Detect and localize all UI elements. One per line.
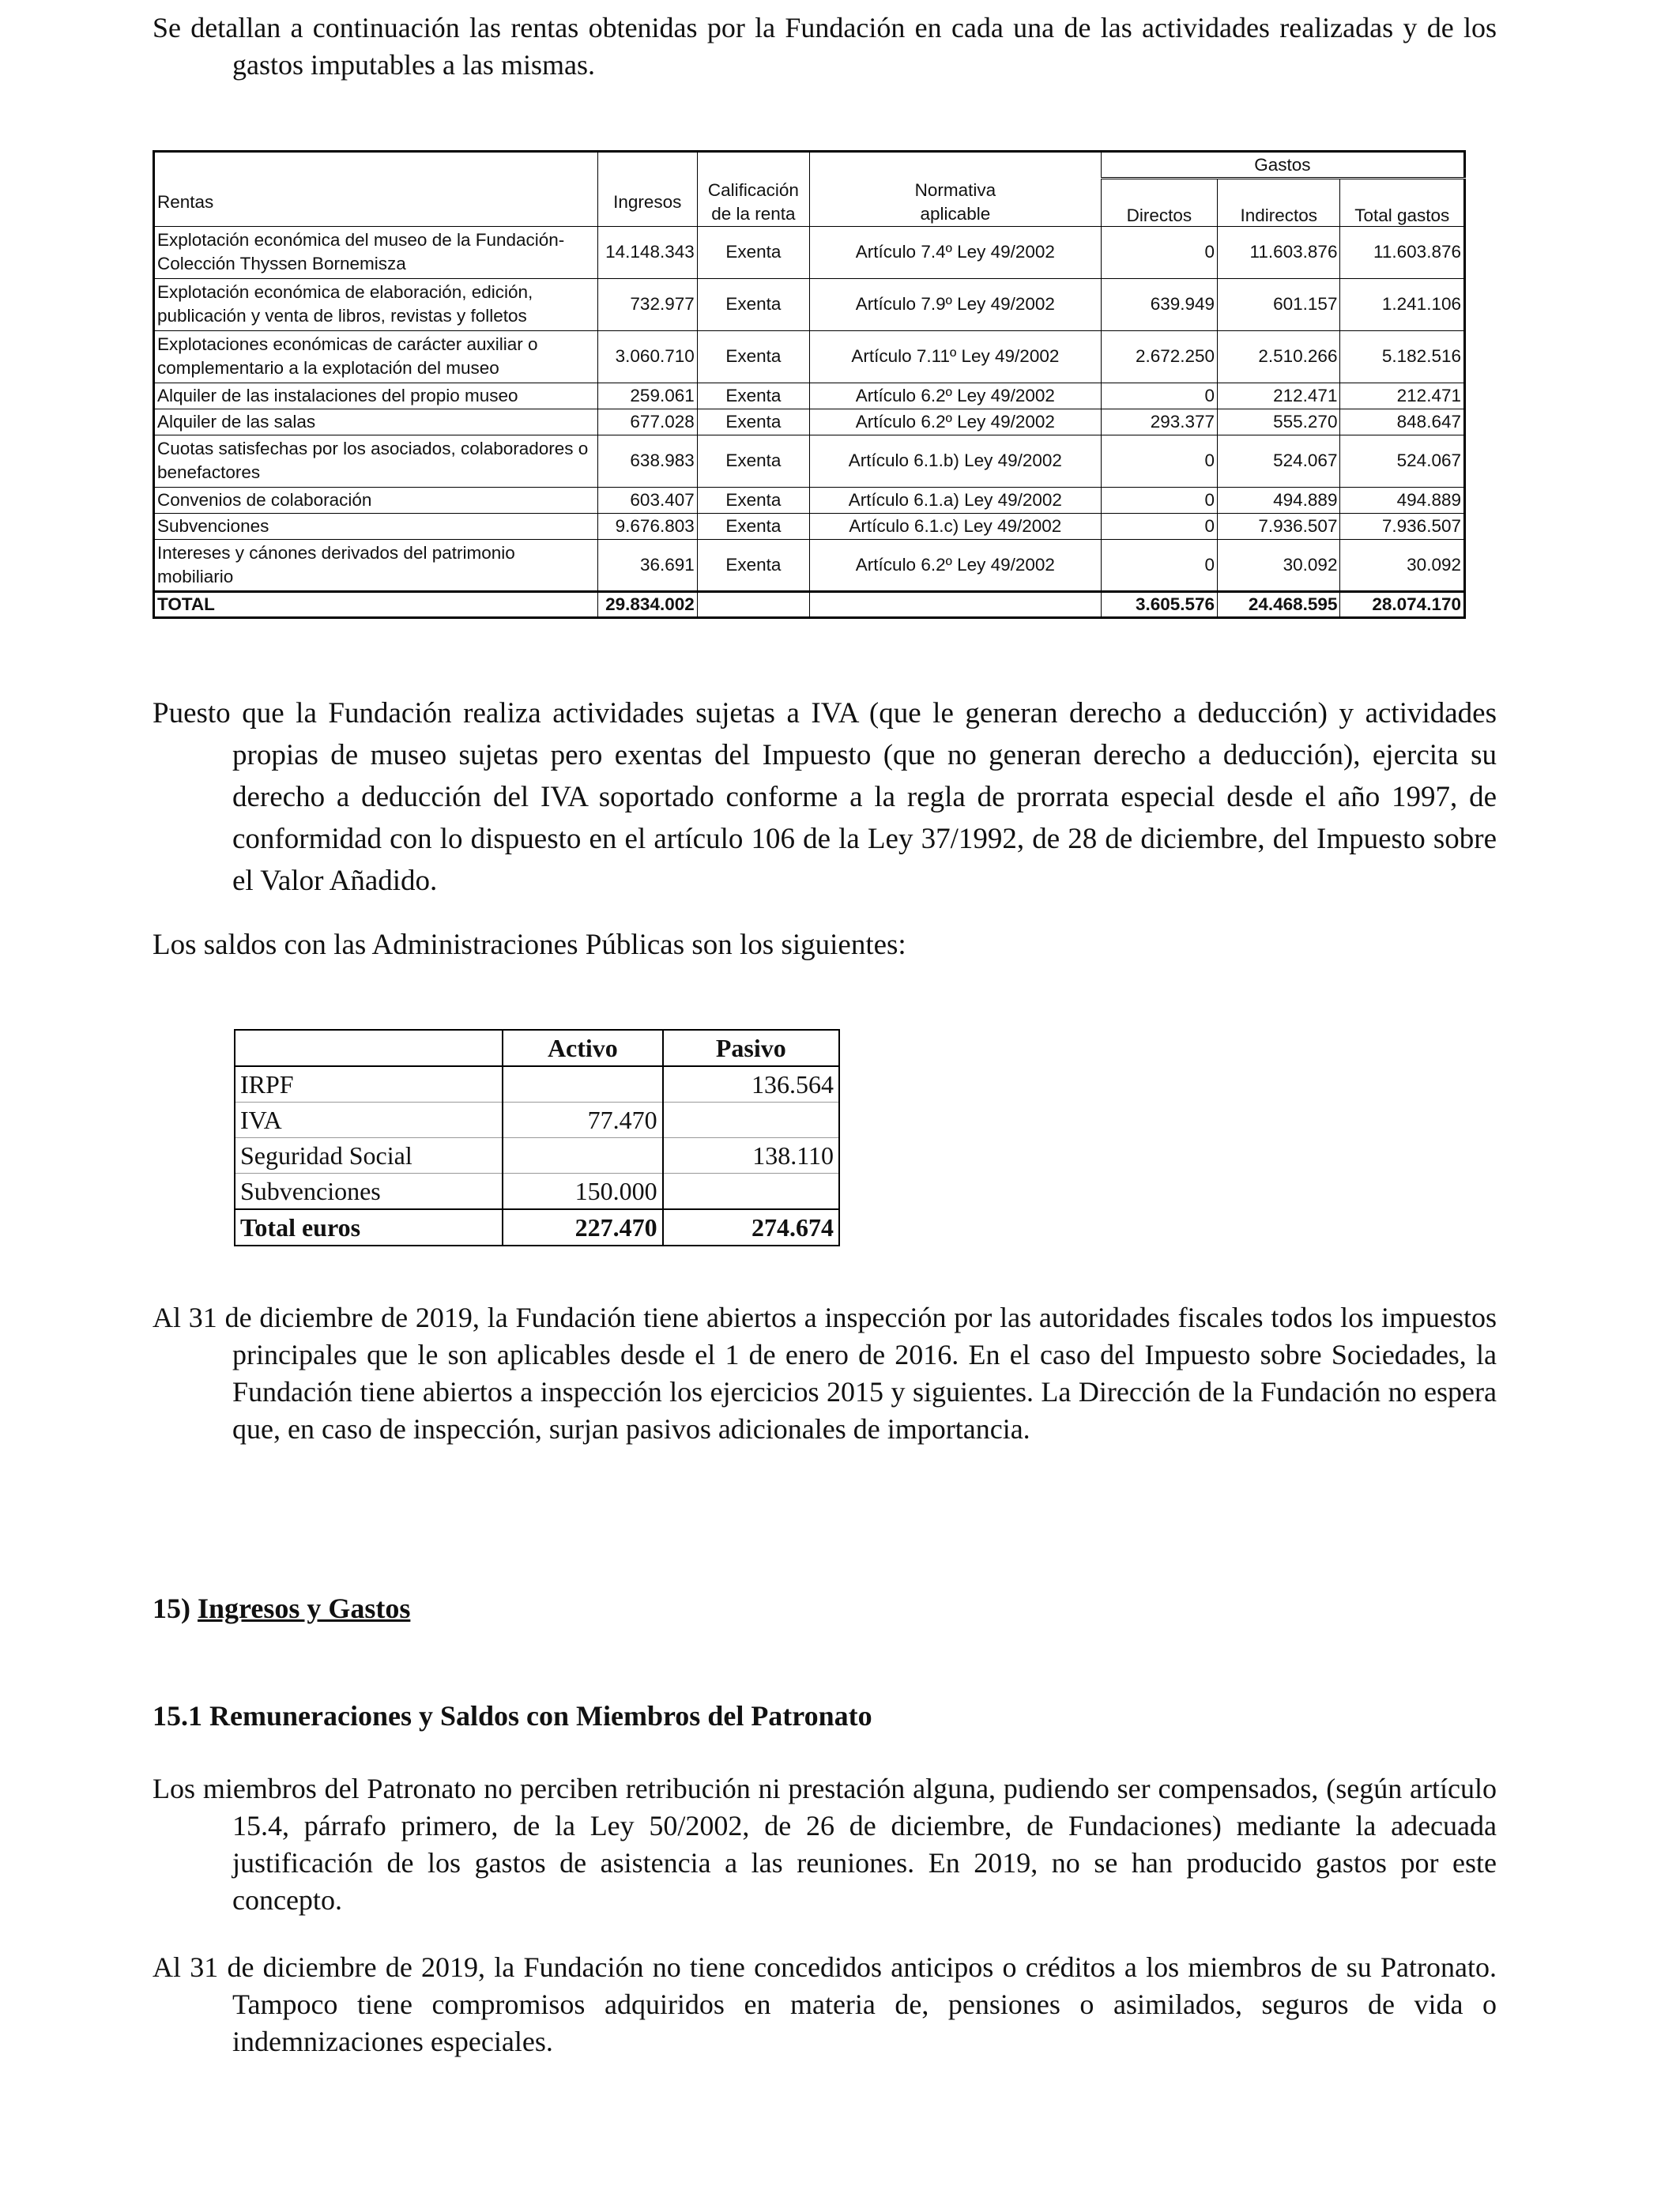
ingresos-cell: 3.060.710 [597,330,697,383]
col-header-total-gastos: Total gastos [1340,179,1465,227]
table-row [235,1174,839,1210]
col-header-normativa: Normativa aplicable [809,179,1101,227]
total-directos: 3.605.576 [1101,591,1217,617]
pasivo-cell: 138.110 [663,1138,839,1174]
total-gastos-cell: 7.936.507 [1340,513,1465,539]
ingresos-cell: 732.977 [597,278,697,330]
ingresos-cell: 36.691 [597,539,697,591]
col-header-rentas: Rentas [154,179,598,227]
renta-cell: Subvenciones [154,513,598,539]
concepto-cell: Seguridad Social [235,1138,503,1174]
concepto-cell: IRPF [235,1066,503,1103]
col-header-ingresos: Ingresos [597,179,697,227]
directos-cell: 0 [1101,513,1217,539]
col-header-calificacion: Calificación de la renta [697,179,809,227]
total-ingresos: 29.834.002 [597,591,697,617]
normativa-cell: Artículo 7.9º Ley 49/2002 [809,278,1101,330]
section-15-heading: 15) Ingresos y Gastos [153,1593,411,1624]
table-row [154,539,1465,591]
directos-cell: 2.672.250 [1101,330,1217,383]
indirectos-cell: 30.092 [1218,539,1340,591]
directos-cell: 0 [1101,226,1217,278]
pasivo-cell [663,1103,839,1138]
calificacion-cell: Exenta [697,383,809,409]
col-header-pasivo: Pasivo [663,1030,839,1066]
table-row [235,1066,839,1103]
directos-cell: 0 [1101,539,1217,591]
table-row [154,513,1465,539]
ingresos-cell: 14.148.343 [597,226,697,278]
calificacion-cell: Exenta [697,409,809,435]
indirectos-cell: 2.510.266 [1218,330,1340,383]
calificacion-cell: Exenta [697,487,809,513]
calificacion-cell: Exenta [697,435,809,487]
inspeccion-paragraph: Al 31 de diciembre de 2019, la Fundación tiene abiertos a inspección por las autoridades fiscales todos los impuestos principales que le son aplicables desde el 1 de enero de 2016. En el caso del Impuesto sobre Sociedades, la Fundación tiene abiertos a inspección los ejercicios 2015 y siguientes. La Dirección de la Fundación no espera que, en caso de inspección, surjan pasivos adicionales de importancia. [153,1302,1497,1445]
normativa-cell: Artículo 7.11º Ley 49/2002 [809,330,1101,383]
indirectos-cell: 601.157 [1218,278,1340,330]
renta-cell: Alquiler de las salas [154,409,598,435]
ingresos-cell: 603.407 [597,487,697,513]
table-row [154,409,1465,435]
calificacion-cell: Exenta [697,278,809,330]
table-row [235,1138,839,1174]
patronato-paragraph-1: Los miembros del Patronato no perciben retribución ni prestación alguna, pudiendo ser compensados, (según artículo 15.4, párrafo primero, de la Ley 50/2002, de 26 de diciembre, de Fundaciones) mediante la adecuada justificación de los gastos de asistencia a las reuniones. En 2019, no se han producido gastos por este concepto. [153,1773,1497,1916]
indirectos-cell: 212.471 [1218,383,1340,409]
concepto-cell: Subvenciones [235,1174,503,1210]
renta-cell: Explotación económica de elaboración, edición, publicación y venta de libros, revistas y folletos [154,278,598,330]
ingresos-cell: 677.028 [597,409,697,435]
ingresos-cell: 259.061 [597,383,697,409]
normativa-cell: Artículo 6.1.c) Ley 49/2002 [809,513,1101,539]
directos-cell: 639.949 [1101,278,1217,330]
table-row [235,1103,839,1138]
directos-cell: 0 [1101,487,1217,513]
col-header-indirectos: Indirectos [1218,179,1340,227]
normativa-cell: Artículo 6.2º Ley 49/2002 [809,539,1101,591]
normativa-cell: Artículo 6.1.b) Ley 49/2002 [809,435,1101,487]
intro-paragraph: Se detallan a continuación las rentas obtenidas por la Fundación en cada una de las actividades realizadas y de los gastos imputables a las mismas. [153,12,1497,81]
total-label: TOTAL [154,591,598,617]
pasivo-cell [663,1174,839,1210]
table-row [154,330,1465,383]
indirectos-cell: 11.603.876 [1218,226,1340,278]
total-indirectos: 24.468.595 [1218,591,1340,617]
saldos-total-pasivo: 274.674 [663,1209,839,1246]
activo-cell: 150.000 [503,1174,662,1210]
table-row [154,435,1465,487]
table-row [154,383,1465,409]
saldos-total-activo: 227.470 [503,1209,662,1246]
directos-cell: 0 [1101,383,1217,409]
total-gastos-cell: 5.182.516 [1340,330,1465,383]
saldos-intro: Los saldos con las Administraciones Públicas son los siguientes: [153,929,906,961]
concepto-cell: IVA [235,1103,503,1138]
total-gastos: 28.074.170 [1340,591,1465,617]
normativa-cell: Artículo 6.2º Ley 49/2002 [809,383,1101,409]
directos-cell: 293.377 [1101,409,1217,435]
renta-cell: Intereses y cánones derivados del patrimonio mobiliario [154,539,598,591]
indirectos-cell: 555.270 [1218,409,1340,435]
indirectos-cell: 494.889 [1218,487,1340,513]
indirectos-cell: 524.067 [1218,435,1340,487]
activo-cell [503,1066,662,1103]
rentas-total-row [154,591,1465,617]
table-row [154,487,1465,513]
total-gastos-cell: 848.647 [1340,409,1465,435]
iva-paragraph: Puesto que la Fundación realiza actividades sujetas a IVA (que le generan derecho a deducción) y actividades propias de museo sujetas pero exentas del Impuesto (que no generan derecho a deducción), ejercita su derecho a deducción del IVA soportado conforme a la regla de prorrata especial desde el año 1997, de conformidad con lo dispuesto en el artículo 106 de la Ley 37/1992, de 28 de diciembre, del Impuesto sobre el Valor Añadido. [153,697,1497,897]
activo-cell: 77.470 [503,1103,662,1138]
activo-cell [503,1138,662,1174]
indirectos-cell: 7.936.507 [1218,513,1340,539]
col-header-directos: Directos [1101,179,1217,227]
renta-cell: Convenios de colaboración [154,487,598,513]
renta-cell: Cuotas satisfechas por los asociados, colaboradores o benefactores [154,435,598,487]
rentas-table [153,150,1466,619]
total-gastos-cell: 30.092 [1340,539,1465,591]
total-gastos-cell: 212.471 [1340,383,1465,409]
ingresos-cell: 638.983 [597,435,697,487]
ingresos-cell: 9.676.803 [597,513,697,539]
col-header-activo: Activo [503,1030,662,1066]
table-row [154,226,1465,278]
gastos-group-header: Gastos [1101,152,1464,179]
total-gastos-cell: 11.603.876 [1340,226,1465,278]
section-15-1-heading: 15.1 Remuneraciones y Saldos con Miembros del Patronato [153,1700,872,1732]
table-row [154,278,1465,330]
renta-cell: Explotaciones económicas de carácter auxiliar o complementario a la explotación del museo [154,330,598,383]
normativa-cell: Artículo 6.2º Ley 49/2002 [809,409,1101,435]
normativa-cell: Artículo 7.4º Ley 49/2002 [809,226,1101,278]
patronato-paragraph-2: Al 31 de diciembre de 2019, la Fundación no tiene concedidos anticipos o créditos a los miembros de su Patronato. Tampoco tiene compromisos adquiridos en materia de, pensiones o asimilados, seguros de vida o indemnizaciones especiales. [153,1951,1497,2057]
renta-cell: Alquiler de las instalaciones del propio museo [154,383,598,409]
renta-cell: Explotación económica del museo de la Fundación-Colección Thyssen Bornemisza [154,226,598,278]
total-gastos-cell: 524.067 [1340,435,1465,487]
directos-cell: 0 [1101,435,1217,487]
saldos-total-row [235,1209,839,1246]
calificacion-cell: Exenta [697,226,809,278]
total-gastos-cell: 494.889 [1340,487,1465,513]
normativa-cell: Artículo 6.1.a) Ley 49/2002 [809,487,1101,513]
saldos-total-label: Total euros [235,1209,503,1246]
total-gastos-cell: 1.241.106 [1340,278,1465,330]
pasivo-cell: 136.564 [663,1066,839,1103]
calificacion-cell: Exenta [697,513,809,539]
saldos-table [234,1029,840,1246]
calificacion-cell: Exenta [697,539,809,591]
calificacion-cell: Exenta [697,330,809,383]
